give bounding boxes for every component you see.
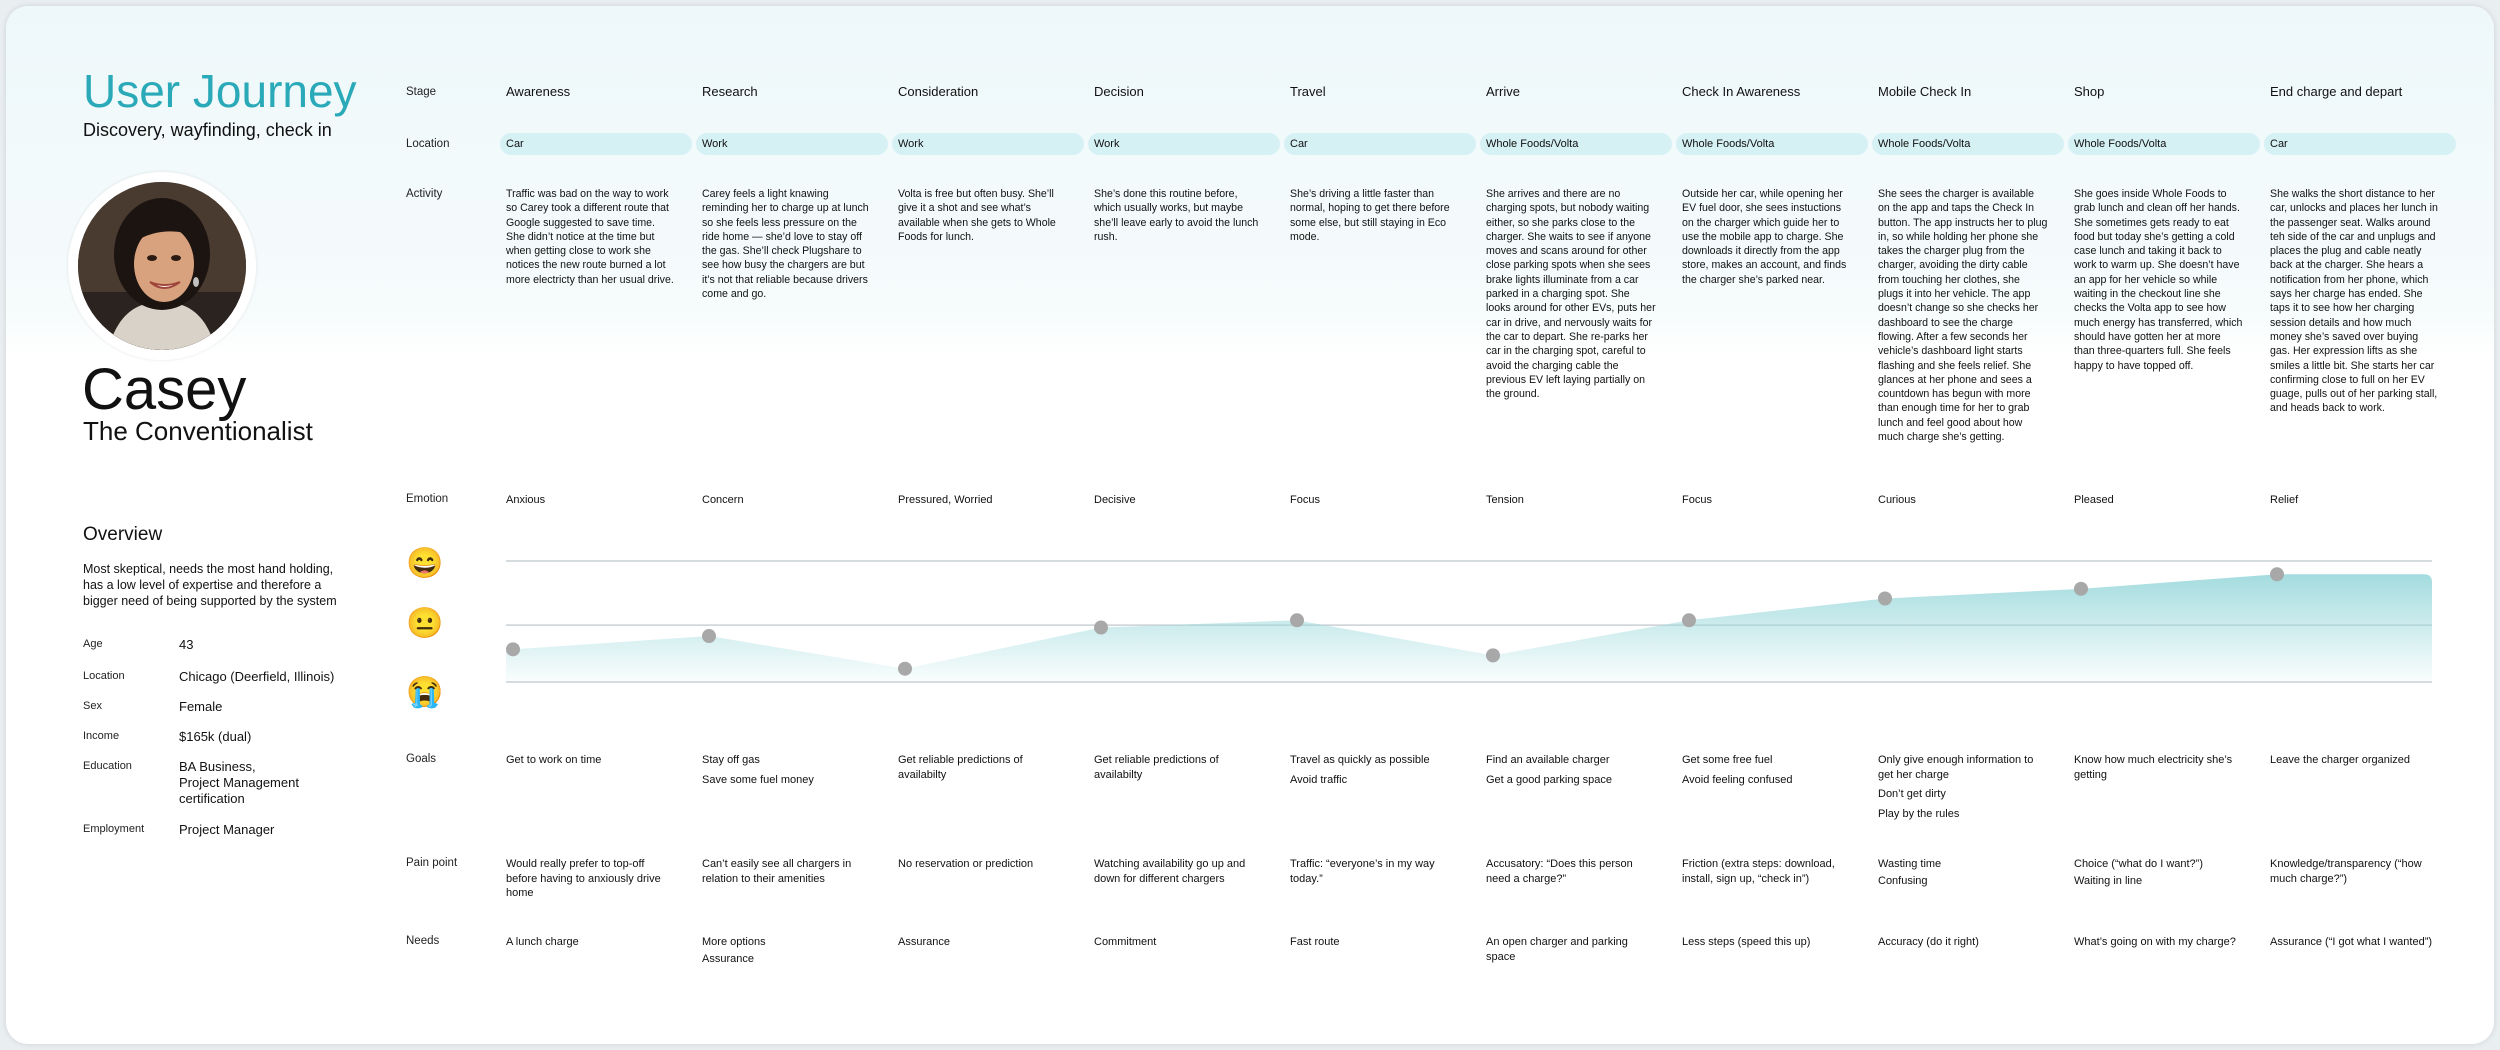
need-item: More options <box>702 936 766 948</box>
need-item: Accuracy (do it right) <box>1878 936 1979 948</box>
need-cell <box>898 935 1070 952</box>
location-pill <box>1284 133 1476 155</box>
pain-point-cell <box>1486 857 1658 888</box>
need-cell <box>1094 935 1266 952</box>
pain-point-cell <box>1878 857 2050 890</box>
location-pill <box>2264 133 2456 155</box>
pain-point-cell <box>702 857 874 888</box>
pain-point-item: Confusing <box>1878 874 1928 887</box>
emotion-point <box>1094 621 1108 635</box>
goal-cell <box>2074 753 2246 787</box>
stage-header: End charge and depart <box>2270 84 2403 99</box>
goal-item: Know how much electricity she’s getting <box>2074 754 2233 781</box>
row-label-location: Location <box>406 138 450 150</box>
pain-point-cell <box>506 857 678 903</box>
activity-text: Traffic was bad on the way to work so Carey took a different route that Google suggested to save time. She didn’t notice at the time but when getting close to work she notices the new route burned a lot more electricty than her usual drive. <box>506 188 674 286</box>
location-label: Work <box>702 138 728 150</box>
emotion-label: Pleased <box>2074 494 2114 506</box>
need-item: A lunch charge <box>506 936 579 948</box>
goal-item: Get reliable predictions of availabilty <box>898 754 1023 781</box>
emotion-label: Pressured, Worried <box>898 494 993 506</box>
attribute-label: Age <box>83 638 103 650</box>
stage-header: Consideration <box>898 84 979 99</box>
neutral-face-icon: 😐 <box>406 607 444 640</box>
stage-header: Research <box>702 84 758 99</box>
goal-cell <box>702 753 874 792</box>
attribute-label: Education <box>83 760 132 772</box>
stage-header: Travel <box>1290 84 1326 99</box>
overview-heading: Overview <box>83 524 163 545</box>
pain-point-item: Traffic: “everyone’s in my way today.” <box>1290 858 1435 885</box>
row-label-pain-point: Pain point <box>406 857 458 869</box>
pain-point-item: Watching availability go up and down for different chargers <box>1094 858 1246 885</box>
pain-point-item: Knowledge/transparency (“how much charge?”) <box>2270 858 2422 885</box>
goal-cell <box>898 753 1070 787</box>
row-label-emotion: Emotion <box>406 493 449 505</box>
goal-item: Find an available charger <box>1486 754 1610 766</box>
need-cell <box>1486 935 1658 966</box>
goal-item: Leave the charger organized <box>2270 754 2411 766</box>
goal-item: Avoid traffic <box>1290 773 1348 786</box>
overview-text: Most skeptical, needs the most hand holding, has a low level of expertise and therefore a bigger need of being supported by the system <box>83 562 337 608</box>
location-label: Whole Foods/Volta <box>1878 138 1971 150</box>
goal-cell <box>1094 753 1266 787</box>
emotion-label: Focus <box>1290 494 1320 506</box>
location-label: Car <box>506 138 524 150</box>
emotion-label: Anxious <box>506 494 546 506</box>
goal-item: Get some free fuel <box>1682 754 1773 766</box>
need-item: Less steps (speed this up) <box>1682 936 1811 948</box>
need-item: Assurance (“I got what I wanted”) <box>2270 936 2433 948</box>
goal-cell <box>506 753 678 773</box>
location-label: Car <box>2270 138 2288 150</box>
attribute-value: Project Manager <box>179 822 275 837</box>
row-label-stage: Stage <box>406 86 437 98</box>
attribute-value: Chicago (Deerfield, Illinois) <box>179 669 335 684</box>
emotion-point <box>2074 582 2088 596</box>
emotion-point <box>702 629 716 643</box>
page-subtitle: Discovery, wayfinding, check in <box>83 120 332 140</box>
location-label: Car <box>1290 138 1308 150</box>
row-label-goals: Goals <box>406 753 437 765</box>
crying-face-icon: 😭 <box>406 676 444 709</box>
goal-item: Get a good parking space <box>1486 773 1612 786</box>
row-label-needs: Needs <box>406 935 440 947</box>
emotion-point <box>1878 592 1892 606</box>
goal-item: Only give enough information to get her charge <box>1878 754 2034 781</box>
need-item: Fast route <box>1290 936 1340 948</box>
emotion-point <box>506 642 520 656</box>
pain-point-item: Wasting time <box>1878 858 1942 870</box>
pain-point-cell <box>2074 857 2246 890</box>
pain-point-item: Would really prefer to top-off before having to anxiously drive home <box>506 858 661 899</box>
need-cell <box>1682 935 1854 952</box>
need-item: Assurance <box>702 952 754 965</box>
emotion-label: Curious <box>1878 494 1916 506</box>
emotion-point <box>898 662 912 676</box>
attribute-label: Sex <box>83 700 102 712</box>
goal-item: Travel as quickly as possible <box>1290 754 1430 766</box>
location-pill <box>500 133 692 155</box>
emotion-label: Focus <box>1682 494 1712 506</box>
emotion-point <box>1290 613 1304 627</box>
goal-cell <box>1486 753 1658 792</box>
activity-text: She goes inside Whole Foods to grab lunch and clean off her hands. She sometimes gets ready to eat food but today she’s getting a cold case lunch and taking it back to work to warm up. She doesn’t have an app for her vehicle so while waiting in the checkout line she checks the Volta app to see how much energy has transferred, which should have gotten her at more than three-quarters full. She feels happy to have topped off. <box>2074 188 2243 372</box>
goal-cell <box>1290 753 1462 792</box>
need-cell <box>506 935 678 952</box>
attribute-label: Location <box>83 670 125 682</box>
emotion-label: Decisive <box>1094 494 1136 506</box>
need-cell <box>2270 935 2442 952</box>
emotion-label: Relief <box>2270 494 2299 506</box>
need-item: What’s going on with my charge? <box>2074 936 2236 948</box>
attribute-value: BA Business, Project Management certification <box>179 759 299 806</box>
activity-text: She arrives and there are no charging spots, but nobody waiting either, so she parks close to the charger. She waits to see if anyone moves and scans around for other close parking spots when she sees brake lights illuminate from a car parked in a charging spot. She looks around for other EVs, puts her car in drive, and nervously waits for the car to depart. She re-parks her car in the charging spot, careful to avoid the charging cable the previous EV left laying partially on the ground. <box>1486 188 1656 401</box>
attribute-label: Income <box>83 730 120 742</box>
goal-item: Don’t get dirty <box>1878 788 1946 800</box>
attribute-value: $165k (dual) <box>179 729 252 744</box>
emotion-label: Tension <box>1486 494 1524 506</box>
persona-name: Casey <box>82 357 247 422</box>
attribute-value: Female <box>179 699 223 714</box>
pain-point-cell <box>1094 857 1266 888</box>
pain-point-item: Can’t easily see all chargers in relation to their amenities <box>702 858 852 885</box>
goal-item: Save some fuel money <box>702 773 814 786</box>
journey-map-card <box>6 6 2494 1044</box>
stage-header: Awareness <box>506 84 571 99</box>
need-cell <box>1878 935 2050 952</box>
need-item: An open charger and parking space <box>1486 936 1628 963</box>
goal-cell <box>1878 753 2050 826</box>
page-title: User Journey <box>83 65 357 117</box>
emotion-point <box>2270 567 2284 581</box>
goal-item: Stay off gas <box>702 754 760 766</box>
pain-point-cell <box>2270 857 2442 888</box>
attribute-label: Employment <box>83 823 145 835</box>
activity-text: She sees the charger is available on the app and taps the Check In button. The app instructs her to plug in, so while holding her phone she takes the charger plug from the charger, avoiding the dirty cable from touching her clothes, she plugs it into her vehicle. The app doesn’t change so she checks her dashboard to see the charge flowing. After a few seconds her vehicle’s dashboard light starts flashing and she feels relief. She glances at her phone and sees a countdown has begun with more than enough time for her to grab lunch and feel good about how much charge she’s getting. <box>1878 188 2048 444</box>
goal-item: Get to work on time <box>506 754 602 766</box>
pain-point-item: Accusatory: “Does this person need a charge?” <box>1486 858 1633 885</box>
activity-text: Carey feels a light knawing reminding her to charge up at lunch so she feels less pressure on the ride home — she’d love to stay off the gas. She’ll check Plugshare to see how busy the chargers are but it’s not that reliable because drivers come and go. <box>702 188 869 301</box>
row-label-activity: Activity <box>406 188 443 200</box>
need-cell <box>2074 935 2246 952</box>
pain-point-item: Friction (extra steps: download, install, sign up, “check in”) <box>1682 858 1835 885</box>
pain-point-cell <box>1682 857 1854 888</box>
stage-header: Arrive <box>1486 84 1520 99</box>
location-label: Work <box>1094 138 1120 150</box>
stage-header: Check In Awareness <box>1682 84 1801 99</box>
need-item: Commitment <box>1094 936 1157 948</box>
need-item: Assurance <box>898 936 950 948</box>
need-cell <box>702 935 874 968</box>
pain-point-cell <box>1290 857 1462 888</box>
activity-text: Outside her car, while opening her EV fuel door, she sees instuctions on the charger which guide her to use the mobile app to charge. She downloads it directly from the app store, makes an account, and finds the charger she’s parked near. <box>1682 188 1847 286</box>
stage-header: Shop <box>2074 84 2105 99</box>
goal-item: Avoid feeling confused <box>1682 773 1793 786</box>
need-cell <box>1290 935 1462 952</box>
goal-item: Get reliable predictions of availabilty <box>1094 754 1219 781</box>
location-label: Whole Foods/Volta <box>2074 138 2167 150</box>
emotion-point <box>1486 648 1500 662</box>
stage-header: Mobile Check In <box>1878 84 1972 99</box>
pain-point-item: Waiting in line <box>2074 874 2143 887</box>
emotion-label: Concern <box>702 494 744 506</box>
happy-face-icon: 😄 <box>406 547 444 580</box>
goal-cell <box>2270 753 2442 773</box>
location-label: Whole Foods/Volta <box>1486 138 1579 150</box>
pain-point-item: Choice (“what do I want?”) <box>2074 858 2203 870</box>
pain-point-cell <box>898 857 1070 874</box>
location-label: Whole Foods/Volta <box>1682 138 1775 150</box>
stage-header: Decision <box>1094 84 1144 99</box>
activity-text: She’s driving a little faster than normal, hoping to get there before some else, but still staying in Eco mode. <box>1290 188 1450 243</box>
activity-text: Volta is free but often busy. She’ll give it a shot and see what’s available when she gets to Whole Foods for lunch. <box>898 188 1056 243</box>
persona-type: The Conventionalist <box>83 416 313 446</box>
emotion-area <box>506 574 2432 682</box>
activity-text: She’s done this routine before, which usually works, but maybe she’ll leave early to avoid the lunch rush. <box>1094 188 1259 243</box>
goal-cell <box>1682 753 1854 792</box>
goal-item: Play by the rules <box>1878 807 1960 820</box>
location-label: Work <box>898 138 924 150</box>
activity-text: She walks the short distance to her car, unlocks and places her lunch in the passenger seat. Walks around teh side of the car and unplugs and places the plug and cable neatly back at the charger. She hears a notification from her phone, which says her charge has ended. She taps it to see how her charging session details and how much money she’s saved over buying gas. Her expression lifts as she smiles a little bit. She starts her car confirming close to full on her EV guage, pulls out of her parking stall, and heads back to work. <box>2270 188 2438 415</box>
attribute-value: 43 <box>179 637 194 652</box>
emotion-point <box>1682 613 1696 627</box>
pain-point-item: No reservation or prediction <box>898 858 1034 870</box>
